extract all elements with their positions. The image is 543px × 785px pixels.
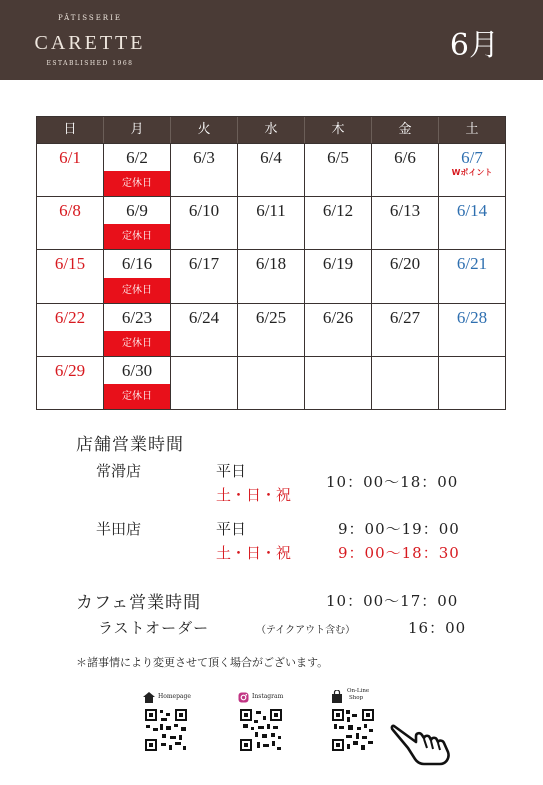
header-bar <box>0 0 543 80</box>
calendar-day-empty <box>305 357 372 409</box>
date-label: 6/20 <box>389 254 421 274</box>
cafe-hours-title: カフェ営業時間 <box>76 593 202 613</box>
calendar-day <box>372 250 439 302</box>
store2-holiday: 土・日・祝 <box>216 544 292 562</box>
calendar-day <box>305 304 372 356</box>
date-label: 6/1 <box>59 148 81 167</box>
weekday-thu: 木 <box>305 117 372 143</box>
date-label: 6/16 <box>121 254 153 274</box>
store2-name: 半田店 <box>96 520 142 538</box>
weekday-wed: 水 <box>238 117 305 143</box>
date-label: 6/7 <box>461 148 483 167</box>
calendar-week <box>37 249 505 302</box>
date-label: 6/12 <box>322 201 354 221</box>
brand-name: CARETTE <box>34 32 146 54</box>
date-label: 6/22 <box>54 307 86 327</box>
calendar-day <box>238 304 305 356</box>
month-title: 6月 <box>449 28 499 63</box>
date-label: 6/18 <box>255 254 287 274</box>
calendar-day <box>305 250 372 302</box>
date-label: 6/11 <box>256 201 286 221</box>
calendar-day <box>104 304 171 356</box>
calendar-day <box>238 197 305 249</box>
instagram-label: Instagram <box>252 693 284 700</box>
store1-time: 10：00〜18：00 <box>326 473 459 491</box>
online-shop-label-line2: Shop <box>349 695 364 701</box>
date-label: 6/5 <box>327 148 349 167</box>
calendar-day <box>372 304 439 356</box>
calendar-day <box>372 144 439 196</box>
calendar-day <box>439 304 505 356</box>
date-label: 6/24 <box>188 307 220 327</box>
online-shop-label-line1: On-Line <box>347 688 370 694</box>
calendar-day-empty <box>238 357 305 409</box>
store2-weekday: 平日 <box>216 520 247 538</box>
online-shop-qr-code[interactable] <box>331 708 375 752</box>
calendar-day-empty <box>171 357 238 409</box>
home-icon <box>143 692 155 703</box>
last-order-time: 16：00 <box>408 619 467 637</box>
calendar-day-empty <box>439 357 505 409</box>
closed-badge: 定休日 <box>104 171 170 196</box>
last-order-note: （テイクアウト含む） <box>256 625 356 636</box>
pointing-hand-icon <box>390 718 452 768</box>
calendar-day <box>171 197 238 249</box>
calendar-week <box>37 143 505 196</box>
calendar-week <box>37 303 505 356</box>
date-label: 6/15 <box>54 254 86 274</box>
point-badge: Wポイント <box>451 168 493 177</box>
date-label: 6/27 <box>389 307 421 327</box>
date-label: 6/25 <box>255 307 287 327</box>
cafe-time: 10：00〜17：00 <box>326 592 459 610</box>
brand-logo[interactable] <box>0 0 180 80</box>
calendar-day <box>238 144 305 196</box>
date-label: 6/14 <box>456 201 488 221</box>
store2-holiday-time: 9：00〜18：30 <box>338 544 460 562</box>
date-label: 6/2 <box>126 148 148 167</box>
last-order-label: ラストオーダー <box>98 619 210 637</box>
closed-badge: 定休日 <box>104 331 170 356</box>
calendar-day <box>305 197 372 249</box>
brand-subtitle: PÂTISSERIE <box>58 14 122 22</box>
store1-name: 常滑店 <box>96 462 142 480</box>
store2-weekday-time: 9：00〜19：00 <box>338 520 460 538</box>
weekday-mon: 月 <box>104 117 171 143</box>
store-hours-title: 店舗営業時間 <box>76 435 184 455</box>
date-label: 6/29 <box>54 360 86 380</box>
calendar-header <box>37 117 505 143</box>
store1-weekday: 平日 <box>216 462 247 480</box>
calendar-day-empty <box>372 357 439 409</box>
date-label: 6/28 <box>456 307 488 327</box>
date-label: 6/6 <box>394 148 416 167</box>
date-label: 6/23 <box>121 307 153 327</box>
date-label: 6/19 <box>322 254 354 274</box>
closed-badge: 定休日 <box>104 384 170 409</box>
calendar-day <box>171 144 238 196</box>
date-label: 6/30 <box>121 360 153 380</box>
date-label: 6/4 <box>260 148 282 167</box>
notice-text: ＊諸事情により変更させて頂く場合がございます。 <box>76 656 329 669</box>
instagram-icon <box>238 692 249 703</box>
shopping-bag-icon <box>331 690 343 703</box>
calendar-day <box>37 197 104 249</box>
date-label: 6/10 <box>188 201 220 221</box>
brand-established: ESTABLISHED 1968 <box>46 60 134 67</box>
calendar-day <box>104 357 171 409</box>
calendar-day <box>37 144 104 196</box>
date-label: 6/17 <box>188 254 220 274</box>
calendar-day <box>37 250 104 302</box>
calendar-day <box>37 304 104 356</box>
homepage-label: Homepage <box>158 693 191 700</box>
store1-holiday: 土・日・祝 <box>216 486 292 504</box>
calendar-day <box>104 144 171 196</box>
calendar-day <box>439 197 505 249</box>
date-label: 6/3 <box>193 148 215 167</box>
closed-badge: 定休日 <box>104 278 170 303</box>
calendar-day <box>372 197 439 249</box>
date-label: 6/26 <box>322 307 354 327</box>
homepage-qr-code[interactable] <box>144 708 188 752</box>
calendar-week <box>37 196 505 249</box>
date-label: 6/8 <box>59 201 81 221</box>
calendar-day <box>439 144 505 196</box>
calendar-day <box>171 304 238 356</box>
calendar-week <box>37 356 505 409</box>
calendar-day <box>439 250 505 302</box>
date-label: 6/9 <box>126 201 148 221</box>
calendar-day <box>238 250 305 302</box>
calendar-day <box>171 250 238 302</box>
calendar-day <box>37 357 104 409</box>
calendar-day <box>305 144 372 196</box>
instagram-qr-code[interactable] <box>239 708 283 752</box>
closed-badge: 定休日 <box>104 224 170 249</box>
calendar-day <box>104 197 171 249</box>
calendar <box>36 116 506 410</box>
weekday-tue: 火 <box>171 117 238 143</box>
weekday-sun: 日 <box>37 117 104 143</box>
date-label: 6/13 <box>389 201 421 221</box>
date-label: 6/21 <box>456 254 488 274</box>
weekday-fri: 金 <box>372 117 439 143</box>
calendar-day <box>104 250 171 302</box>
weekday-sat: 土 <box>465 122 479 137</box>
